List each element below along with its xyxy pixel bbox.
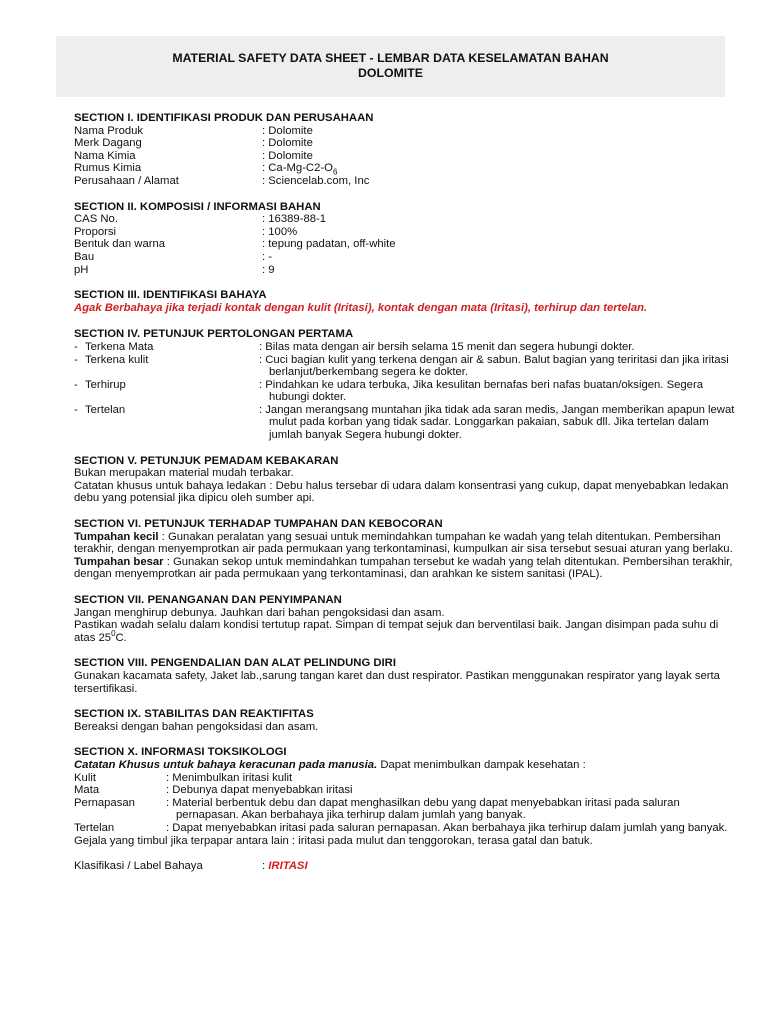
list-dash: - <box>74 353 78 366</box>
spacer <box>74 314 736 328</box>
tox-skin-row <box>74 772 736 785</box>
field-value: : Dolomite <box>262 137 313 150</box>
large-spill-label: Tumpahan besar <box>74 555 164 568</box>
hazard-classification-row <box>74 860 736 873</box>
formula-row <box>74 162 736 175</box>
odor-row <box>74 251 736 264</box>
spacer <box>74 581 736 594</box>
list-dash: - <box>74 340 78 353</box>
section-1-title: SECTION I. IDENTIFIKASI PRODUK DAN PERUSAHAAN <box>74 112 374 124</box>
section-4 <box>74 328 736 441</box>
field-value: : Cuci bagian kulit yang terkena dengan air & sabun. Balut bagian yang teriritasi dan jika iritasi berlanjut/berkembang segera ke dokter. <box>259 353 729 379</box>
hazard-class-value: IRITASI <box>268 860 308 873</box>
section-8-title: SECTION VIII. PENGENDALIAN DAN ALAT PELINDUNG DIRI <box>74 657 396 670</box>
field-label: Kulit <box>74 771 96 784</box>
first-aid-skin <box>74 354 736 379</box>
product-name-row <box>74 125 736 138</box>
field-label: Perusahaan / Alamat <box>74 174 179 187</box>
storage-text: Pastikan wadah selalu dalam kondisi tertutup rapat. Simpan di tempat sejuk dan berventilasi baik. Jangan disimpan pada suhu di atas 25 <box>74 619 719 644</box>
field-label: Klasifikasi / Label Bahaya <box>74 860 203 873</box>
formula-text: : Ca-Mg-C2-O <box>262 162 333 175</box>
field-label: Rumus Kimia <box>74 162 142 175</box>
first-aid-inhalation <box>74 379 736 404</box>
field-value: : tepung padatan, off-white <box>262 238 396 251</box>
section-4-title: SECTION IV. PETUNJUK PERTOLONGAN PERTAMA <box>74 328 354 341</box>
degree-superscript: 0 <box>111 629 116 639</box>
list-dash: - <box>74 403 78 416</box>
field-label: Merk Dagang <box>74 137 142 150</box>
field-value: : - <box>262 250 273 263</box>
large-spill-paragraph <box>74 556 736 581</box>
spacer <box>74 276 736 289</box>
chemical-name-row <box>74 150 736 163</box>
field-value: : 100% <box>262 225 298 238</box>
symptoms-paragraph: Gejala yang timbul jika terpapar antara lain : iritasi pada mulut dan tenggorokan, terasa gatal dan batuk. <box>74 834 593 847</box>
hazard-warning: Agak Berbahaya jika terjadi kontak dengan kulit (Iritasi), kontak dengan mata (Iritasi), terhirup dan tertelan. <box>74 301 648 314</box>
section-2 <box>74 201 736 277</box>
document-subtitle: DOLOMITE <box>358 66 423 80</box>
field-label: Proporsi <box>74 225 117 238</box>
section-8 <box>74 657 736 695</box>
field-value: : Dolomite <box>262 149 313 162</box>
section-10-title: SECTION X. INFORMASI TOKSIKOLOGI <box>74 746 287 759</box>
tox-ingestion-row <box>74 822 736 835</box>
field-value <box>262 860 736 873</box>
first-aid-eyes <box>74 341 736 354</box>
note-text: Dapat menimbulkan dampak kesehatan : <box>377 758 586 771</box>
field-label <box>74 379 259 404</box>
section-7 <box>74 594 736 644</box>
field-value: : Menimbulkan iritasi kulit <box>166 771 293 784</box>
section-5 <box>74 455 736 505</box>
company-row <box>74 175 736 188</box>
document-title: MATERIAL SAFETY DATA SHEET - LEMBAR DATA KESELAMATAN BAHAN <box>172 51 609 65</box>
paragraph: Gunakan kacamata safety, Jaket lab.,sarung tangan karet dan dust respirator. Pastikan menggunakan respirator yang layak serta tersertifikasi. <box>74 669 720 695</box>
field-value: : 16389-88-1 <box>262 213 327 226</box>
field-label: Bentuk dan warna <box>74 238 166 251</box>
section-1 <box>74 112 736 188</box>
formula-subscript: 6 <box>332 167 338 177</box>
section-7-title: SECTION VII. PENANGANAN DAN PENYIMPANAN <box>74 594 342 606</box>
colon: : <box>262 860 269 873</box>
storage-paragraph <box>74 619 736 644</box>
paragraph: Jangan menghirup debunya. Jauhkan dari bahan pengoksidasi dan asam. <box>74 606 445 619</box>
field-value: : Pindahkan ke udara terbuka, Jika kesulitan bernafas beri nafas buatan/oksigen. Segera hubungi dokter. <box>259 378 704 404</box>
label-text: Terkena Mata <box>85 340 154 353</box>
brand-row <box>74 137 736 150</box>
ph-row <box>74 264 736 277</box>
field-label: Bau <box>74 250 95 263</box>
field-value <box>262 162 736 175</box>
section-6 <box>74 518 736 581</box>
paragraph: Bukan merupakan material mudah terbakar. <box>74 467 294 480</box>
field-value: : 9 <box>262 263 275 276</box>
field-label: Nama Kimia <box>74 149 136 162</box>
field-value: : Jangan merangsang muntahan jika tidak ada saran medis, Jangan memberikan apapun lewat mulut pada korban yang tidak sadar. Longgarkan pakaian, sabuk dll. Jika tertelan dalam jumlah banyak Segera hubungi dokter. <box>259 403 735 442</box>
section-6-title: SECTION VI. PETUNJUK TERHADAP TUMPAHAN DAN KEBOCORAN <box>74 518 443 531</box>
spacer <box>74 505 736 518</box>
section-9-title: SECTION IX. STABILITAS DAN REAKTIFITAS <box>74 708 314 721</box>
small-spill-label: Tumpahan kecil <box>74 530 159 543</box>
storage-unit: C. <box>115 631 127 644</box>
field-value: : Dolomite <box>262 124 313 137</box>
first-aid-ingestion <box>74 404 736 442</box>
spacer <box>74 733 736 746</box>
field-value: : Dapat menyebabkan iritasi pada saluran pernapasan. Akan berbahaya jika terhirup dalam jumlah yang banyak. <box>166 821 728 834</box>
spacer <box>74 695 736 708</box>
field-label <box>74 341 259 354</box>
section-2-title: SECTION II. KOMPOSISI / INFORMASI BAHAN <box>74 200 321 213</box>
small-spill-paragraph <box>74 531 736 556</box>
field-label: Nama Produk <box>74 124 144 137</box>
field-label: Tertelan <box>74 821 115 834</box>
section-5-title: SECTION V. PETUNJUK PEMADAM KEBAKARAN <box>74 454 339 467</box>
field-label: Pernapasan <box>74 796 135 809</box>
proportion-row <box>74 226 736 239</box>
field-label: Mata <box>74 784 100 797</box>
spacer <box>74 442 736 455</box>
tox-respiratory-row <box>74 797 736 822</box>
field-label <box>74 404 259 442</box>
field-label <box>74 354 259 379</box>
field-label: pH <box>74 263 89 276</box>
list-dash: - <box>74 378 78 391</box>
field-value: : Material berbentuk debu dan dapat menghasilkan debu yang dapat menyebabkan iritasi pada saluran pernapasan. Akan berbahaya jika terhirup dalam jumlah yang banyak. <box>166 796 680 822</box>
section-10 <box>74 746 736 872</box>
note-emphasis: Catatan Khusus untuk bahaya keracunan pada manusia. <box>74 758 378 771</box>
cas-row <box>74 213 736 226</box>
tox-eyes-row <box>74 784 736 797</box>
spacer <box>74 847 736 860</box>
spacer <box>74 644 736 657</box>
document-body <box>74 112 736 873</box>
section-9 <box>74 708 736 733</box>
field-label: CAS No. <box>74 213 118 226</box>
small-spill-text: : Gunakan peralatan yang sesuai untuk memindahkan tumpahan ke wadah yang telah ditentukan. Pembersihan terakhir, dengan menyemprotkan air pada permukaan yang terkontaminasi, kumpulkan air sisa tersebut sesuai aturan yang berlaku. <box>74 530 733 556</box>
field-value: : Bilas mata dengan air bersih selama 15 menit dan segera hubungi dokter. <box>259 340 635 353</box>
field-value: : Sciencelab.com, Inc <box>262 174 370 187</box>
field-value: : Debunya dapat menyebabkan iritasi <box>166 784 353 797</box>
paragraph: Bereaksi dengan bahan pengoksidasi dan asam. <box>74 720 319 733</box>
form-color-row <box>74 238 736 251</box>
label-text: Terhirup <box>85 378 126 391</box>
toxicology-note <box>74 759 736 772</box>
label-text: Tertelan <box>85 403 126 416</box>
section-3-title: SECTION III. IDENTIFIKASI BAHAYA <box>74 289 267 302</box>
paragraph: Catatan khusus untuk bahaya ledakan : Debu halus tersebar di udara dalam konsentrasi yang cukup, dapat menyebabkan ledakan debu yang potensial jika dipicu oleh sumber api. <box>74 479 729 505</box>
large-spill-text: : Gunakan sekop untuk memindahkan tumpahan tersebut ke wadah yang telah ditentukan. Pembersihan terakhir, dengan menyemprotkan air pada permukaan yang terkontaminasi, dan arahkan ke sistem sanitasi (IPAL). <box>74 555 733 581</box>
spacer <box>74 188 736 201</box>
label-text: Terkena kulit <box>85 353 149 366</box>
section-3 <box>74 289 736 314</box>
